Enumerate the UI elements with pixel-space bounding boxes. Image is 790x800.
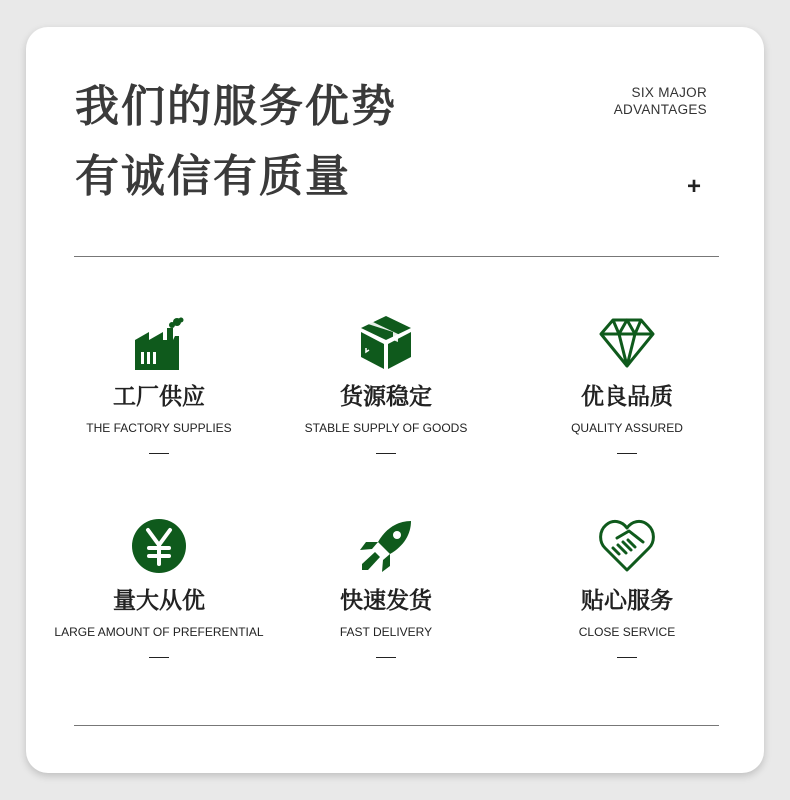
yen-icon (131, 518, 187, 574)
title-line-2: 有诚信有质量 (75, 151, 351, 202)
badge-line-2: ADVANTAGES (613, 102, 707, 117)
top-divider (74, 256, 719, 257)
feature-dash (149, 657, 169, 658)
feature-title: 快速发货 (340, 588, 432, 614)
feature-dash (617, 453, 637, 454)
badge-line-1: SIX MAJOR (631, 85, 707, 100)
feature-title: 优良品质 (581, 384, 673, 410)
feature-title: 工厂供应 (113, 384, 205, 410)
feature-subtitle: THE FACTORY SUPPLIES (86, 421, 232, 435)
feature-subtitle: STABLE SUPPLY OF GOODS (304, 421, 468, 435)
feature-dash (149, 453, 169, 454)
six-major-advantages-label (614, 84, 707, 118)
feature-subtitle: QUALITY ASSURED (571, 421, 683, 435)
advantages-card (26, 27, 764, 773)
feature-subtitle: CLOSE SERVICE (578, 625, 676, 639)
feature-subtitle: LARGE AMOUNT OF PREFERENTIAL (54, 625, 264, 639)
diamond-icon (599, 314, 655, 370)
box-icon (358, 314, 414, 370)
title-line-1: 我们的服务优势 (75, 81, 397, 132)
feature-dash (376, 453, 396, 454)
feature-title: 量大从优 (113, 588, 205, 614)
plus-icon: + (687, 173, 702, 200)
feature-dash (376, 657, 396, 658)
feature-dash (617, 657, 637, 658)
feature-subtitle: FAST DELIVERY (339, 625, 433, 639)
bottom-divider (74, 725, 719, 726)
rocket-icon (358, 518, 414, 574)
factory-icon (131, 314, 187, 370)
feature-title: 贴心服务 (581, 588, 673, 614)
feature-title: 货源稳定 (340, 384, 432, 410)
handshake-heart-icon (599, 518, 655, 574)
